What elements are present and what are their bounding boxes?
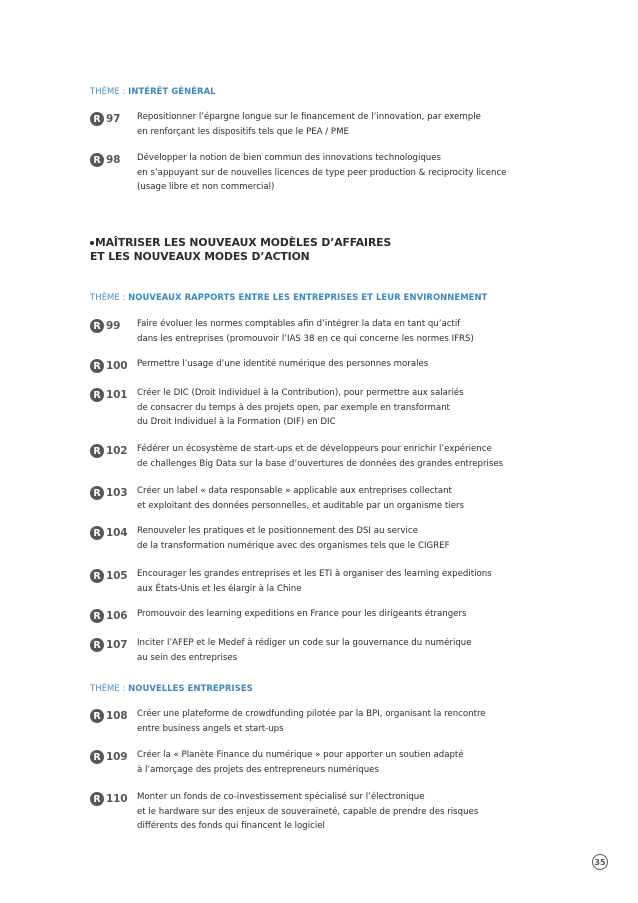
recommendation-badge [90,792,127,806]
recommendation-text [137,707,547,736]
text-line: Créer la « Planète Finance du numérique » pour apporter un soutien adapté [137,750,464,760]
recommendation-text [137,110,547,139]
r-circle-icon: R [90,609,104,623]
recommendation-number: 106 [106,610,128,622]
text-line: Créer une plateforme de crowdfunding pilotée par la BPI, organisant la rencontre [137,709,486,719]
recommendation-text [137,442,547,471]
r-circle-icon: R [90,359,104,373]
r-circle-icon: R [90,526,104,540]
recommendation-number: 108 [106,710,128,722]
recommendation-number: 105 [106,570,128,582]
theme-header-nouveaux-rapports [90,292,487,302]
theme-name: NOUVELLES ENTREPRISES [128,683,253,693]
theme-name: NOUVEAUX RAPPORTS ENTRE LES ENTREPRISES ET LEUR ENVIRONNEMENT [128,292,488,302]
text-line: et exploitant des données personnelles, et auditable par un organisme tiers [137,500,464,511]
recommendation-text [137,386,547,430]
r-circle-icon: R [90,709,104,723]
recommendation-number: 97 [106,113,121,125]
text-line: et le hardware sur des enjeux de souveraineté, capable de prendre des risques [137,806,479,817]
recommendation-text [137,567,547,596]
recommendation-badge [90,750,127,764]
text-line: Repositionner l’épargne longue sur le financement de l’innovation, par exemple [137,112,481,122]
text-line: entre business angels et start-ups [137,723,284,734]
r-circle-icon: R [90,750,104,764]
recommendation-number: 107 [106,639,128,651]
recommendation-badge [90,153,120,167]
recommendation-number: 102 [106,445,128,457]
recommendation-badge [90,359,127,373]
recommendation-text [137,151,547,195]
text-line: Créer le DIC (Droit Individuel à la Contribution), pour permettre aux salariés [137,388,464,398]
recommendation-text [137,357,547,372]
recommendation-number: 103 [106,487,128,499]
recommendation-number: 99 [106,320,121,332]
text-line: en renforçant les dispositifs tels que le PEA / PME [137,126,349,137]
recommendation-badge [90,569,127,583]
r-circle-icon: R [90,638,104,652]
text-line: en s’appuyant sur de nouvelles licences de type peer production & reciprocity licence [137,167,507,178]
section-title [90,236,391,264]
text-line: Faire évoluer les normes comptables afin d’intégrer la data en tant qu’actif [137,319,461,329]
theme-prefix: THÈME : [90,683,129,693]
r-circle-icon: R [90,792,104,806]
bullet-icon [90,241,94,245]
text-line: Monter un fonds de co-investissement spécialisé sur l’électronique [137,792,425,802]
recommendation-number: 101 [106,389,128,401]
text-line: Développer la notion de bien commun des innovations technologiques [137,153,441,163]
recommendation-badge [90,638,127,652]
recommendation-badge [90,526,127,540]
section-title-line1: MAÎTRISER LES NOUVEAUX MODÈLES D’AFFAIRES [95,236,392,249]
recommendation-text [137,748,547,777]
recommendation-badge [90,609,127,623]
recommendation-number: 100 [106,360,128,372]
r-circle-icon: R [90,153,104,167]
recommendation-text [137,484,547,513]
section-title-line2: ET LES NOUVEAUX MODES D’ACTION [90,250,310,263]
text-line: Promouvoir des learning expeditions en France pour les dirigeants étrangers [137,609,467,619]
recommendation-badge [90,388,127,402]
recommendation-badge [90,709,127,723]
text-line: Fédérer un écosystème de start-ups et de développeurs pour enrichir l’expérience [137,444,492,454]
recommendation-number: 109 [106,751,128,763]
recommendation-number: 104 [106,527,128,539]
text-line: aux États-Unis et les élargir à la Chine [137,583,302,594]
text-line: de challenges Big Data sur la base d’ouvertures de données des grandes entreprises [137,458,504,469]
r-circle-icon: R [90,319,104,333]
text-line: du Droit Individuel à la Formation (DIF) en DIC [137,417,336,427]
recommendation-text [137,317,547,346]
text-line: Créer un label « data responsable » applicable aux entreprises collectant [137,486,452,496]
text-line: au sein des entreprises [137,652,238,663]
theme-name: INTÉRÊT GÉNÉRAL [128,86,216,96]
recommendation-text [137,524,547,553]
recommendation-badge [90,319,120,333]
text-line: Encourager les grandes entreprises et les ETI à organiser des learning expeditions [137,569,492,579]
theme-header-interet-general [90,86,216,96]
text-line: différents des fonds qui financent le logiciel [137,821,325,831]
text-line: de la transformation numérique avec des organismes tels que le CIGREF [137,540,450,551]
r-circle-icon: R [90,444,104,458]
recommendation-badge [90,486,127,500]
recommendation-text [137,636,547,665]
theme-prefix: THÈME : [90,86,129,96]
r-circle-icon: R [90,486,104,500]
r-circle-icon: R [90,112,104,126]
text-line: Renouveler les pratiques et le positionnement des DSI au service [137,526,418,536]
recommendation-text [137,790,547,834]
theme-header-nouvelles-entreprises [90,683,253,693]
recommendation-badge [90,112,120,126]
page-number: 35 [592,854,608,870]
recommendation-number: 110 [106,793,128,805]
text-line: à l’amorçage des projets des entrepreneurs numériques [137,764,379,775]
recommendation-badge [90,444,127,458]
theme-prefix: THÈME : [90,292,129,302]
text-line: Permettre l’usage d’une identité numérique des personnes morales [137,359,429,369]
text-line: Inciter l’AFEP et le Medef à rédiger un code sur la gouvernance du numérique [137,638,472,648]
text-line: (usage libre et non commercial) [137,182,275,192]
text-line: dans les entreprises (promouvoir l’IAS 38 en ce qui concerne les normes IFRS) [137,333,474,344]
r-circle-icon: R [90,569,104,583]
recommendation-number: 98 [106,154,121,166]
r-circle-icon: R [90,388,104,402]
recommendation-text [137,607,547,622]
text-line: de consacrer du temps à des projets open, par exemple en transformant [137,402,450,413]
